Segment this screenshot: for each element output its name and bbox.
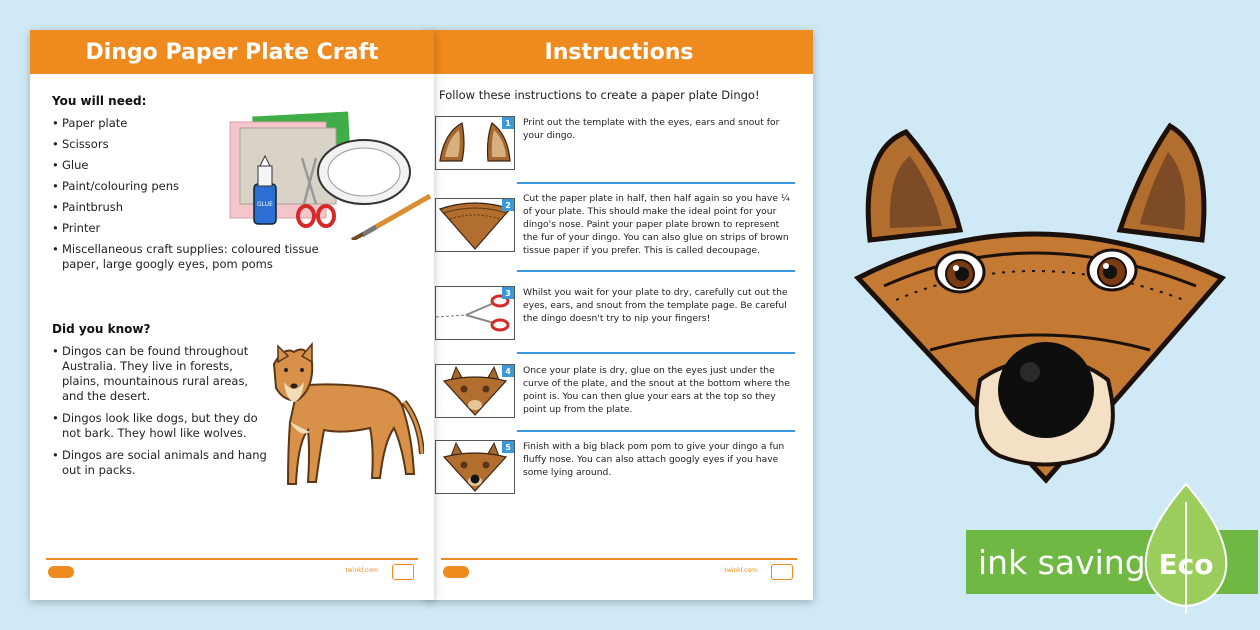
instructions-banner	[425, 30, 813, 74]
step-5-text: Finish with a big black pom pom to give your dingo a fun fluffy nose. You can also attach googly eyes if you have some lying around.	[523, 441, 785, 478]
step-divider	[517, 430, 795, 432]
step-4-text: Once your plate is dry, glue on the eyes just under the curve of the plate, and the snout at the bottom where the point is. You can then glue your ears at the top so they point up from the plate.	[523, 365, 790, 415]
glue-label: GLUE	[257, 201, 273, 208]
list-item: • Dingos are social animals and hang out in packs.	[52, 448, 268, 478]
step-1-text: Print out the template with the eyes, ears and snout for your dingo.	[523, 117, 780, 141]
step-1-number: 1	[502, 117, 514, 129]
twinkl-logo-icon	[48, 566, 74, 578]
step-2-number: 2	[502, 199, 514, 211]
footer-url: twinkl.com	[345, 567, 378, 574]
step-4	[435, 364, 795, 420]
step-divider	[517, 352, 795, 354]
you-will-need-heading: You will need:	[52, 94, 147, 108]
list-item: • Paper plate	[52, 116, 352, 131]
step-4-thumbnail	[435, 364, 515, 418]
twinkl-logo-icon	[443, 566, 469, 578]
step-5-number: 5	[502, 441, 514, 453]
list-item: • Miscellaneous craft supplies: coloured tissue paper, large googly eyes, pom poms	[52, 242, 352, 272]
step-5-thumbnail	[435, 440, 515, 494]
instructions-title: Instructions	[544, 39, 694, 65]
list-item: • Dingos look like dogs, but they do not bark. They howl like wolves.	[52, 411, 268, 441]
facts-list	[52, 344, 268, 485]
step-3-text: Whilst you wait for your plate to dry, carefully cut out the eyes, ears, and snout from the template page. Be careful the dingo doesn't try to nip your fingers!	[523, 287, 788, 324]
list-item: • Paint/colouring pens	[52, 179, 352, 194]
step-4-number: 4	[502, 365, 514, 377]
instructions-footer	[441, 558, 797, 578]
step-1	[435, 116, 795, 172]
instructions-page	[425, 30, 813, 600]
footer-url: twinkl.com	[724, 567, 757, 574]
list-item: • Dingos can be found throughout Australia. They live in forests, plains, mountainous rural areas, and the desert.	[52, 344, 268, 404]
eco-label: Eco	[1158, 548, 1214, 581]
step-3-thumbnail	[435, 286, 515, 340]
step-1-thumbnail	[435, 116, 515, 170]
craft-banner	[30, 30, 434, 74]
craft-title: Dingo Paper Plate Craft	[85, 39, 379, 65]
step-3	[435, 286, 795, 342]
step-divider	[517, 270, 795, 272]
step-3-number: 3	[502, 287, 514, 299]
footer-badge-icon	[392, 564, 414, 580]
list-item: • Paintbrush	[52, 200, 352, 215]
eco-leaf-icon	[1132, 482, 1240, 616]
instructions-intro: Follow these instructions to create a paper plate Dingo!	[439, 88, 760, 102]
did-you-know-heading: Did you know?	[52, 322, 151, 336]
dingo-illustration	[254, 342, 424, 492]
craft-footer	[46, 558, 418, 578]
step-divider	[517, 182, 795, 184]
ink-saving-label: ink saving	[978, 542, 1146, 582]
footer-badge-icon	[771, 564, 793, 580]
step-2	[435, 193, 795, 256]
step-5	[435, 440, 795, 496]
craft-supplies-illustration	[224, 108, 434, 240]
craft-page	[30, 30, 434, 600]
step-2-text: Cut the paper plate in half, then half again so you have ¼ of your plate. This should make the ideal point for your dingo's nose. Paint your paper plate brown to represent the fur of your dingo. You can also glue on strips of brown tissue paper if you prefer. This is called decoupage.	[523, 193, 790, 256]
step-2-thumbnail	[435, 198, 515, 252]
dingo-mask-illustration	[850, 110, 1240, 490]
list-item: • Glue	[52, 158, 352, 173]
list-item: • Scissors	[52, 137, 352, 152]
list-item: • Printer	[52, 221, 352, 236]
